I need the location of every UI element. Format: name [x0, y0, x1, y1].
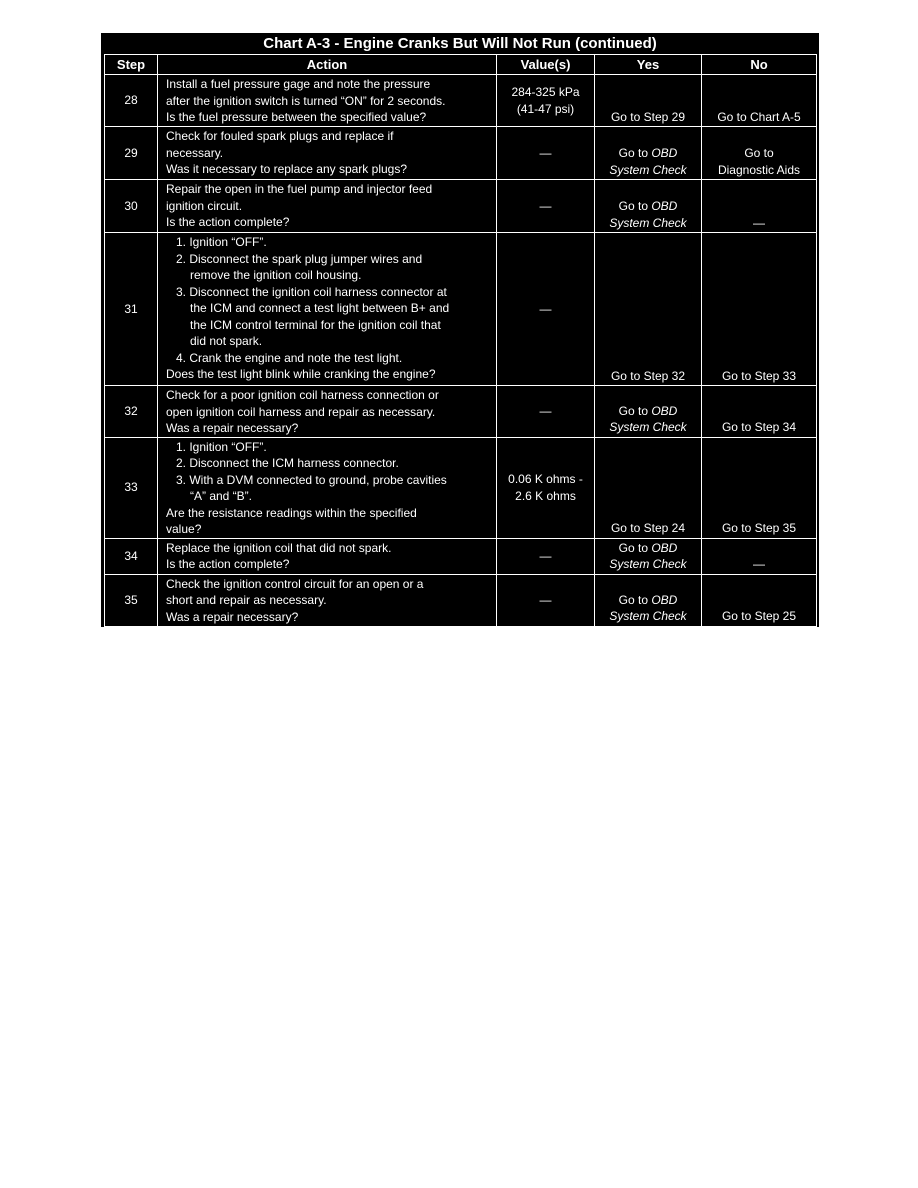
yes-cell — [595, 127, 702, 180]
action-line: necessary. — [166, 145, 224, 160]
action-line: remove the ignition coil housing. — [190, 268, 362, 282]
action-line: the ICM control terminal for the ignition coil that — [190, 317, 441, 332]
value-line: 0.06 K ohms - — [508, 472, 583, 486]
yes-line: System Check — [609, 609, 687, 623]
step-number: 31 — [105, 233, 158, 386]
value-cell — [497, 127, 595, 180]
step-number: 33 — [105, 437, 158, 538]
action-line: 2. Disconnect the ICM harness connector. — [176, 456, 399, 470]
action-cell — [158, 386, 497, 438]
action-cell — [158, 127, 497, 180]
no-line: Go to Step 35 — [721, 521, 797, 535]
action-line: 2. Disconnect the spark plug jumper wires and — [176, 251, 423, 266]
no-cell — [702, 233, 817, 386]
yes-line: System Check — [609, 162, 687, 177]
action-cell — [158, 75, 497, 127]
yes-line: Go to OBD — [618, 199, 678, 213]
table-row — [105, 386, 817, 438]
value-line: 284-325 kPa — [511, 85, 580, 99]
value-line: — — [539, 404, 552, 418]
action-line: open ignition coil harness and repair as necessary. — [166, 404, 436, 419]
no-cell — [702, 180, 817, 233]
step-number: 34 — [105, 538, 158, 574]
table-row — [105, 75, 817, 127]
no-cell — [702, 437, 817, 538]
yes-cell — [595, 75, 702, 127]
value-cell — [497, 180, 595, 233]
action-cell — [158, 180, 497, 233]
action-line: Repair the open in the fuel pump and injector feed — [166, 182, 433, 196]
action-line: Was a repair necessary? — [166, 609, 299, 624]
action-line: Check the ignition control circuit for an open or a — [166, 576, 424, 591]
value-line: — — [539, 145, 552, 160]
action-line: Check for a poor ignition coil harness connection or — [166, 388, 439, 402]
action-line: Are the resistance readings within the specified — [166, 505, 417, 520]
table-row — [105, 574, 817, 626]
yes-line: Go to OBD — [618, 403, 678, 418]
yes-line: System Check — [609, 420, 687, 434]
action-line: Was a repair necessary? — [166, 421, 299, 435]
yes-line: Go to Step 29 — [610, 109, 686, 124]
action-line: after the ignition switch is turned “ON” for 2 seconds. — [166, 93, 446, 108]
action-line: 1. Ignition “OFF”. — [176, 235, 267, 249]
action-line: Is the fuel pressure between the specified value? — [166, 110, 427, 124]
no-line: Go to Step 34 — [721, 420, 797, 434]
value-cell — [497, 574, 595, 626]
table-row — [105, 180, 817, 233]
header-value: Value(s) — [497, 55, 595, 75]
step-number: 28 — [105, 75, 158, 127]
header-no: No — [702, 55, 817, 75]
diagnostic-table — [104, 54, 817, 627]
yes-line: Go to OBD — [618, 540, 678, 555]
action-line: value? — [166, 522, 202, 536]
action-cell — [158, 538, 497, 574]
action-cell — [158, 437, 497, 538]
action-line: Is the action complete? — [166, 557, 290, 571]
yes-cell — [595, 386, 702, 438]
header-step: Step — [105, 55, 158, 75]
step-number: 29 — [105, 127, 158, 180]
value-cell — [497, 75, 595, 127]
no-cell — [702, 538, 817, 574]
action-line: 1. Ignition “OFF”. — [176, 439, 267, 454]
yes-cell — [595, 538, 702, 574]
no-cell — [702, 127, 817, 180]
yes-cell — [595, 180, 702, 233]
table-row — [105, 233, 817, 386]
no-line: Go to — [744, 146, 774, 160]
yes-line: System Check — [609, 557, 687, 571]
no-cell — [702, 386, 817, 438]
action-line: the ICM and connect a test light between B+ and — [190, 301, 450, 315]
yes-line: System Check — [609, 215, 687, 230]
yes-line: Go to Step 32 — [610, 368, 686, 383]
action-line: short and repair as necessary. — [166, 593, 327, 607]
no-line: Go to Chart A-5 — [717, 109, 801, 124]
action-line: 3. Disconnect the ignition coil harness connector at — [176, 284, 447, 299]
value-cell — [497, 233, 595, 386]
no-line: — — [753, 557, 765, 571]
table-row — [105, 538, 817, 574]
value-line: — — [539, 548, 552, 563]
step-number: 30 — [105, 180, 158, 233]
chart-title: Chart A-3 - Engine Cranks But Will Not Run (continued) — [263, 35, 657, 52]
no-line: Go to Step 25 — [721, 609, 797, 623]
action-line: Is the action complete? — [166, 215, 290, 229]
value-line: — — [539, 198, 552, 213]
table-row — [105, 437, 817, 538]
action-cell — [158, 574, 497, 626]
yes-cell — [595, 233, 702, 386]
no-line: Diagnostic Aids — [717, 162, 801, 177]
value-cell — [497, 538, 595, 574]
action-cell — [158, 233, 497, 386]
yes-line: Go to OBD — [618, 592, 678, 607]
action-line: Install a fuel pressure gage and note the pressure — [166, 77, 431, 91]
header-action: Action — [158, 55, 497, 75]
no-line: — — [753, 215, 765, 230]
yes-cell — [595, 437, 702, 538]
value-cell — [497, 437, 595, 538]
no-cell — [702, 75, 817, 127]
action-line: Check for fouled spark plugs and replace if — [166, 129, 394, 143]
action-line: ignition circuit. — [166, 198, 243, 213]
value-line: — — [539, 301, 552, 316]
value-line: — — [539, 592, 552, 607]
diagnostic-chart — [101, 33, 819, 627]
action-line: Replace the ignition coil that did not spark. — [166, 540, 392, 555]
yes-line: Go to Step 24 — [610, 521, 686, 535]
header-row — [105, 55, 817, 75]
value-line: 2.6 K ohms — [515, 488, 576, 503]
no-line: Go to Step 33 — [721, 368, 797, 383]
step-number: 35 — [105, 574, 158, 626]
action-line: “A” and “B”. — [190, 489, 253, 503]
step-number: 32 — [105, 386, 158, 438]
table-row — [105, 127, 817, 180]
value-line: (41-47 psi) — [516, 101, 575, 116]
yes-line: Go to OBD — [618, 146, 678, 160]
action-line: 4. Crank the engine and note the test light. — [176, 350, 403, 365]
header-yes: Yes — [595, 55, 702, 75]
action-line: Does the test light blink while cranking the engine? — [166, 367, 436, 381]
value-cell — [497, 386, 595, 438]
no-cell — [702, 574, 817, 626]
action-line: did not spark. — [190, 334, 263, 348]
action-line: 3. With a DVM connected to ground, probe cavities — [176, 472, 447, 487]
yes-cell — [595, 574, 702, 626]
action-line: Was it necessary to replace any spark plugs? — [166, 162, 408, 176]
